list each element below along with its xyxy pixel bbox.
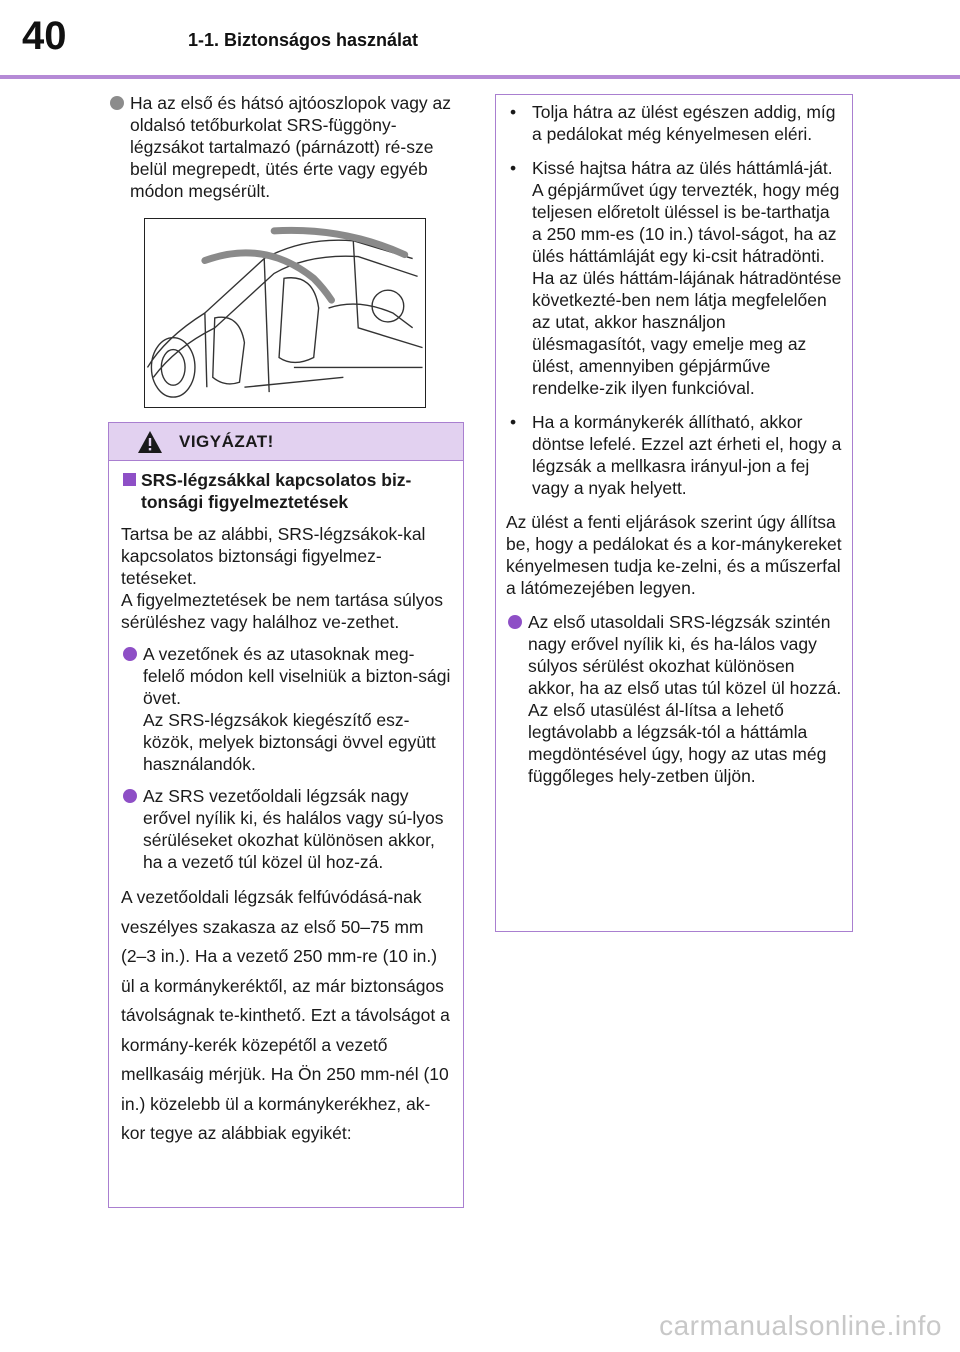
right-paragraph: Az ülést a fenti eljárások szerint úgy állítsa be, hogy a pedálokat és a kor-mánykereket kényelmesen tudja ke-zelni, és a műszerfal a látómezejében legyen.	[506, 512, 842, 598]
bullet-dot-icon	[110, 96, 124, 110]
warning-triangle-icon	[137, 430, 163, 454]
square-bullet-icon	[123, 473, 136, 486]
dash-bullet-icon: •	[510, 102, 517, 122]
bullet-dot-icon	[508, 615, 522, 629]
intro-bullet-text: Ha az első és hátsó ajtóoszlopok vagy az oldalsó tetőburkolat SRS-függöny-légzsákot tartalmazó (párnázott) ré-sze belül megrepedt, ütés érte vagy egyéb módon megsérült.	[130, 93, 452, 201]
warning-body	[121, 469, 451, 1159]
warning-subheading-text: SRS-légzsákkal kapcsolatos biz-tonsági figyelmeztetések	[141, 470, 412, 512]
warning-box	[108, 422, 464, 1208]
bullet-dot-icon	[123, 789, 137, 803]
dash-item-3-text: Ha a kormánykerék állítható, akkor döntse lefelé. Ezzel azt érheti el, hogy a légzsák a mellkasra irányul-jon a fej vagy a nyak helyett.	[532, 412, 842, 498]
intro-bullet	[108, 92, 464, 202]
header-divider	[0, 75, 960, 79]
warning-intro-text-2: A figyelmeztetések be nem tartása súlyos sérüléshez vagy halálhoz ve-zethet.	[121, 590, 443, 632]
page-header	[0, 0, 960, 78]
dash-item-2	[506, 157, 842, 399]
warning-intro-text: Tartsa be az alábbi, SRS-légzsákok-kal kapcsolatos biztonsági figyelmez-tetéseket.	[121, 524, 426, 588]
warning-bullet-1-text: A vezetőnek és az utasoknak meg-felelő módon kell viselniük a bizton-sági övet.	[143, 644, 451, 708]
dash-item-2-text: Kissé hajtsa hátra az ülés háttámlá-ját.	[532, 158, 833, 178]
dash-item-1-text: Tolja hátra az ülést egészen addig, míg a pedálokat még kényelmesen eléri.	[532, 102, 836, 144]
section-title: 1-1. Biztonságos használat	[188, 30, 419, 50]
warning-bullet-1	[121, 643, 451, 775]
warning-header	[109, 423, 463, 461]
page-number: 40	[22, 14, 67, 58]
warning-title: VIGYÁZAT!	[179, 432, 274, 451]
warning-subheading	[121, 469, 451, 513]
car-interior-drawing	[145, 219, 425, 407]
dash-bullet-icon: •	[510, 158, 517, 178]
right-bullet	[506, 611, 842, 787]
warning-intro	[121, 523, 451, 633]
dash-item-3	[506, 411, 842, 499]
warning-bullet-2	[121, 785, 451, 873]
dash-item-1	[506, 101, 842, 145]
right-bullet-text: Az első utasoldali SRS-légzsák szintén nagy erővel nyílik ki, és ha-lálos vagy súlyos sérülést okozhat különösen akkor, ha az első utas túl közel ül hozzá. Az első utasülést ál-lítsa a lehető legtávolabb a légzsák-tól a háttámla megdöntésével úgy, hogy az utas még függőleges hely-zetben üljön.	[528, 612, 842, 786]
curtain-airbag-illustration	[144, 218, 426, 408]
bullet-dot-icon	[123, 647, 137, 661]
warning-bullet-1-text-2: Az SRS-légzsákok kiegészítő esz-közök, melyek biztonsági övvel együtt használandók.	[143, 710, 436, 774]
dash-bullet-icon: •	[510, 412, 517, 432]
warning-paragraph: A vezetőoldali légzsák felfúvódásá-nak veszélyes szakasza az első 50–75 mm (2–3 in.). Ha a vezető 250 mm-re (10 in.) ül a kormánykeréktől, az már biztonságos távolságnak te-kinthető. Ezt a távolságot a kormány-kerék közepétől a vezető mellkasáig mérjük. Ha Ön 250 mm-nél (10 in.) közelebb ül a kormánykerékhez, ak-kor tegye az alábbiak egyikét:	[121, 887, 450, 1143]
dash-item-2-text-2: A gépjárművet úgy tervezték, hogy még teljesen előretolt üléssel is be-tarthatja a 250 mm-es (10 in.) távol-ságot, ha az ülés háttámláját egy ki-csit hátradönti. Ha az ülés háttám-lájának hátradöntése következté-ben nem látja megfelelően az utat, akkor használjon ülésmagasítót, vagy emelje meg az ülést, amennyiben gépjárműve rendelke-zik ilyen funkcióval.	[532, 180, 842, 398]
warning-bullet-2-text: Az SRS vezetőoldali légzsák nagy erővel nyílik ki, és halálos vagy sú-lyos sérüléseket okozhat különösen akkor, ha a vezető túl közel ül hoz-zá.	[143, 786, 444, 872]
left-column	[108, 92, 464, 202]
warning-box-continued	[495, 94, 853, 932]
watermark: carmanualsonline.info	[659, 1310, 942, 1341]
warning-continued-body	[506, 101, 842, 797]
